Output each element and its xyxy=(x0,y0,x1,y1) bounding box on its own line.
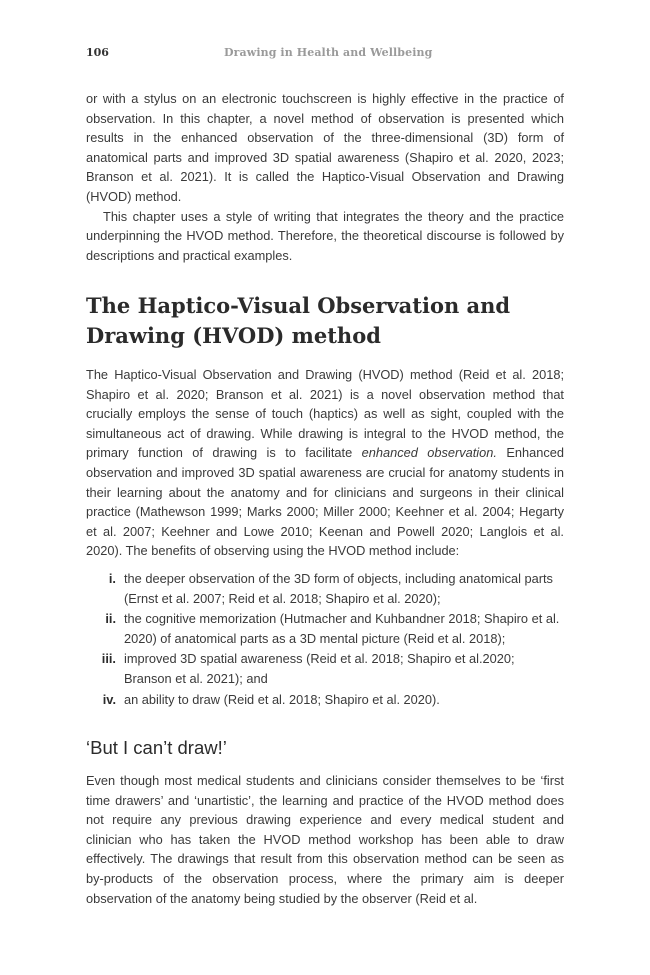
list-item-text: the cognitive memorization (Hutmacher and Kuhbandner 2018; Shapiro et al. 2020) of anatomical parts as a 3D mental picture (Reid et al. 2018); xyxy=(124,611,560,646)
subsection-body xyxy=(86,771,564,908)
list-item xyxy=(86,690,560,710)
list-marker: i. xyxy=(108,571,116,586)
benefits-list xyxy=(86,569,560,710)
section-paragraph-part-2: Enhanced observation and improved 3D spatial awareness are crucial for anatomy students in their learning about the anatomy and for clinicians and surgeons in their clinical practice (Mathewson 1999; Marks 2000; Miller 2000; Keehner et al. 2004; Hegarty et al. 2007; Keehner and Lowe 2010; Keenan and Powell 2020; Langlois et al. 2020). The benefits of observing using the HVOD method include: xyxy=(86,445,564,559)
list-item xyxy=(86,649,560,688)
list-item xyxy=(86,569,560,608)
section-heading: The Haptico-Visual Observation and Drawing (HVOD) method xyxy=(86,293,511,348)
section-paragraph-part-1: The Haptico-Visual Observation and Drawing (HVOD) method (Reid et al. 2018; Shapiro et al. 2020; Branson et al. 2021) is a novel observation method that crucially employs the sense of touch (haptics) as well as sight, coupled with the simultaneous act of drawing. While drawing is integral to the HVOD method, the primary function of drawing is to facilitate xyxy=(86,367,564,461)
list-marker: iii. xyxy=(101,651,116,667)
list-item-text: improved 3D spatial awareness (Reid et al. 2018; Shapiro et al.2020; Branson et al. 2021); and xyxy=(124,651,515,686)
list-item-text: an ability to draw (Reid et al. 2018; Shapiro et al. 2020). xyxy=(124,691,440,707)
subsection-paragraph: Even though most medical students and clinicians consider themselves to be ‘first time drawers’ and ‘unartistic’, the learning and practice of the HVOD method does not require any previous drawing experience and every medical student and clinician who has taken the HVOD method workshop has been able to draw effectively. The drawings that result from this observation method can be seen as by-products of the observation process, where the primary aim is deeper observation of the anatomy being studied by the observer (Reid et al. xyxy=(86,773,564,906)
intro-paragraph-2: This chapter uses a style of writing that integrates the theory and the practice underpinning the HVOD method. Therefore, the theoretical discourse is followed by descriptions and practical examples. xyxy=(86,208,564,263)
emphasis-enhanced-observation: enhanced observation. xyxy=(361,445,497,461)
running-title: Drawing in Health and Wellbeing xyxy=(224,46,433,59)
section-paragraph xyxy=(86,365,564,561)
list-item xyxy=(86,609,560,648)
running-head xyxy=(86,46,566,62)
intro-paragraph-1: or with a stylus on an electronic touchscreen is highly effective in the practice of observation. In this chapter, a novel method of observation is presented which results in the enhanced observation of the three-dimensional (3D) form of anatomical parts and improved 3D spatial awareness (Shapiro et al. 2020, 2023; Branson et al. 2021). It is called the Haptico-Visual Observation and Drawing (HVOD) method. xyxy=(86,91,564,204)
page-number: 106 xyxy=(86,46,109,59)
intro-text xyxy=(86,89,564,265)
list-item-text: the deeper observation of the 3D form of objects, including anatomical parts (Ernst et al. 2007; Reid et al. 2018; Shapiro et al. 2020); xyxy=(124,571,553,606)
section-body xyxy=(86,365,564,561)
list-marker: ii. xyxy=(105,611,116,627)
list-marker: iv. xyxy=(102,691,116,707)
subsection-heading: ‘But I can’t draw!’ xyxy=(86,737,227,758)
